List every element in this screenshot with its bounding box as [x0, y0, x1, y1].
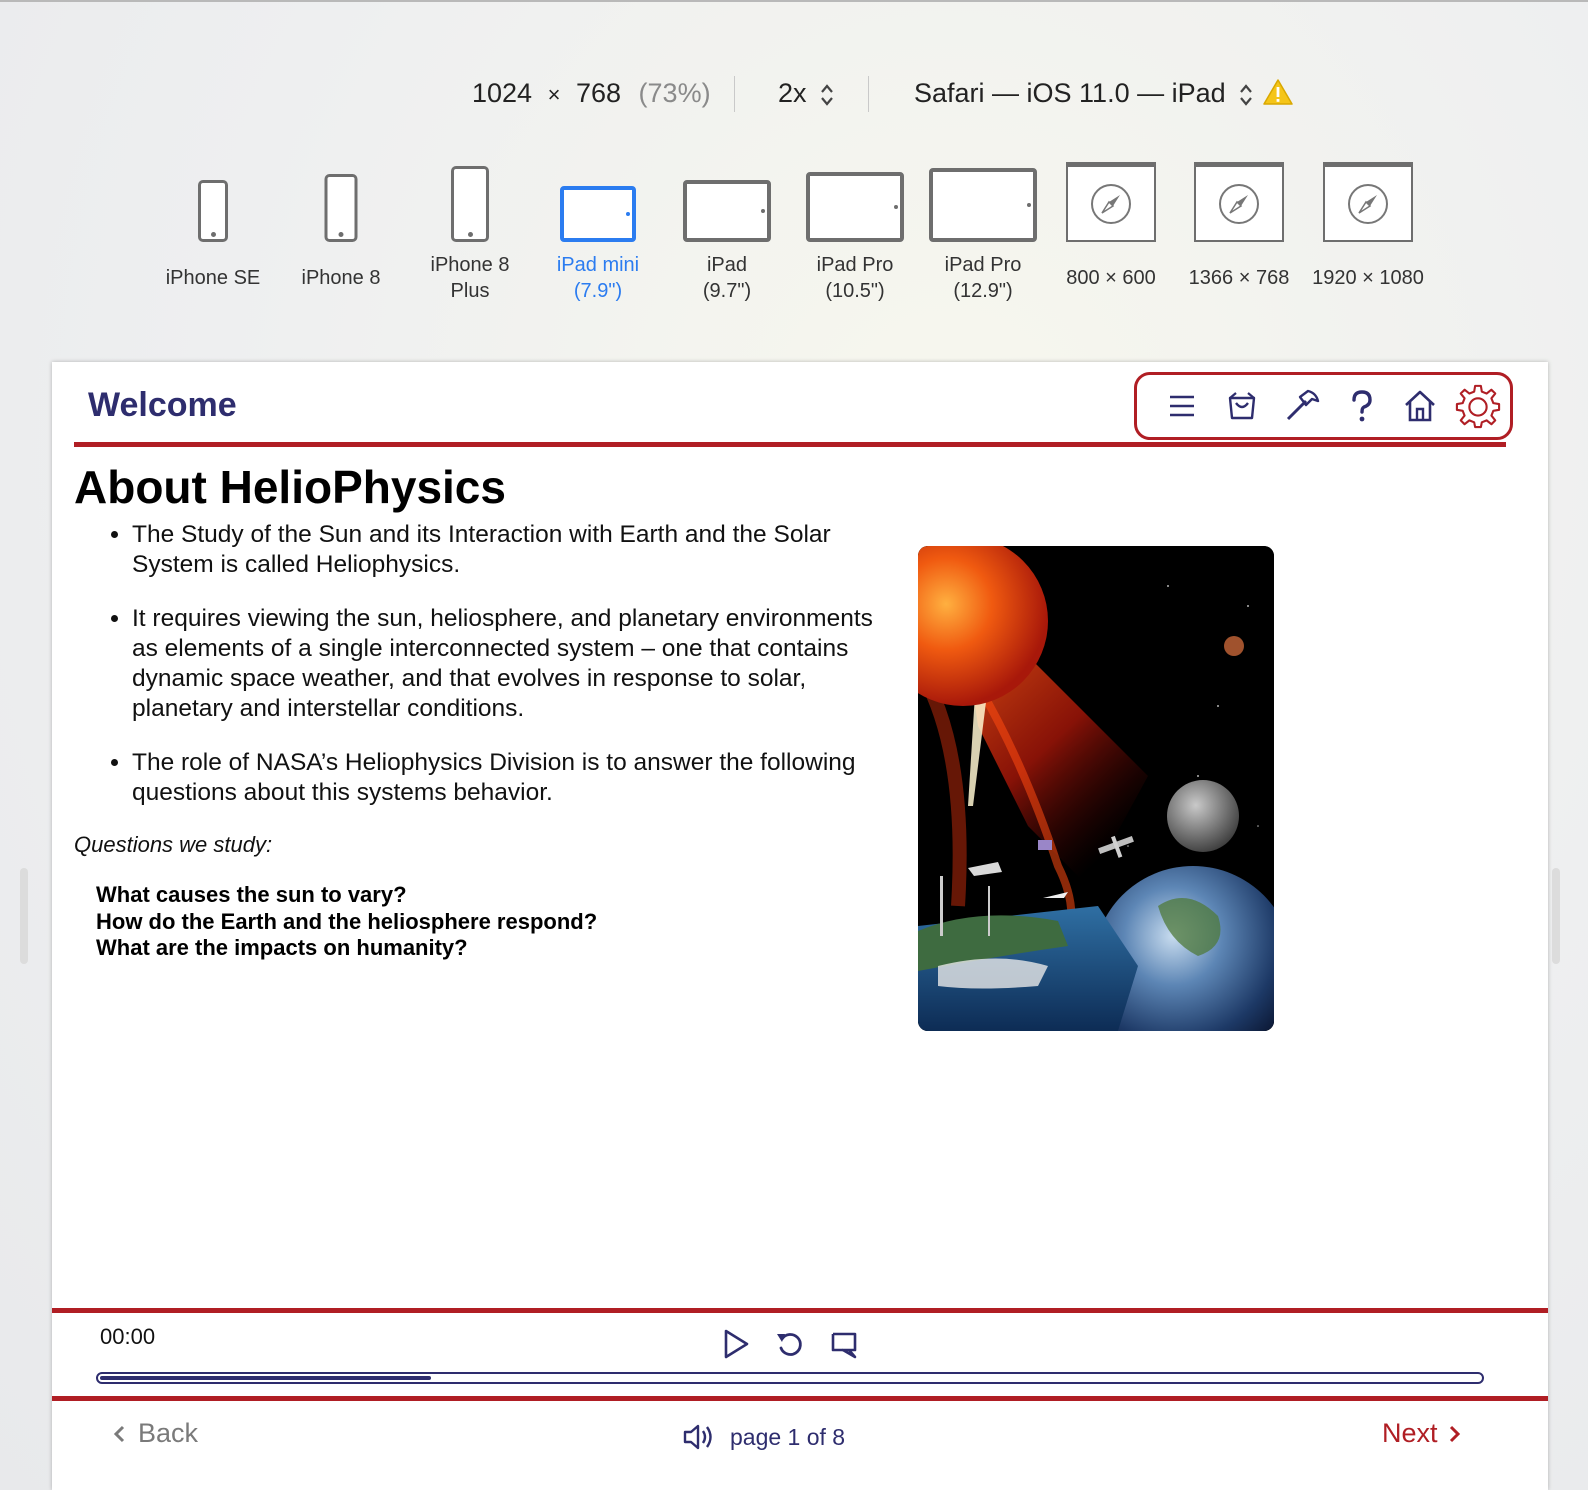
- tablet-icon: [806, 172, 904, 242]
- course-title: Welcome: [88, 386, 237, 424]
- device-label: iPad Pro (10.5"): [816, 254, 894, 302]
- tablet-icon: [560, 186, 636, 242]
- question-item: What causes the sun to vary?: [96, 882, 407, 907]
- audio-bottom-divider: [52, 1396, 1548, 1401]
- audio-top-divider: [52, 1308, 1548, 1313]
- phone-icon: [451, 166, 489, 242]
- device-iphone-se[interactable]: [148, 160, 278, 291]
- basket-icon: [1226, 390, 1258, 422]
- back-button[interactable]: [112, 1418, 198, 1449]
- compass-icon: [1217, 182, 1261, 226]
- course-toolbar: [1134, 372, 1513, 440]
- back-label: Back: [138, 1418, 199, 1448]
- device-iphone-8[interactable]: [276, 160, 406, 291]
- device-iphone-8-plus[interactable]: [405, 160, 535, 304]
- audio-speaker-icon[interactable]: [682, 1422, 716, 1452]
- device-label: iPhone 8: [301, 267, 381, 289]
- compass-icon: [1089, 182, 1133, 226]
- bullet-item: • It requires viewing the sun, heliosphere, and planetary environments as elements of a single interconnected system – one that contains dynamic space weather, and that evolves in response to solar, planetary and interstellar conditions.: [132, 604, 874, 724]
- device-1366x768[interactable]: [1174, 160, 1304, 291]
- phone-icon: [325, 174, 358, 242]
- heliophysics-illustration: [918, 546, 1274, 1031]
- browser-window-icon: [1194, 162, 1284, 242]
- content-bullets: [74, 520, 874, 832]
- browser-window-icon: [1323, 162, 1413, 242]
- audio-time: 00:00: [100, 1324, 156, 1349]
- page-heading: About HelioPhysics: [74, 461, 506, 513]
- pixel-ratio-value: 2x: [778, 78, 807, 108]
- transcript-button[interactable]: [824, 1324, 864, 1364]
- sun-earth-image: [918, 546, 1274, 1031]
- replay-button[interactable]: [770, 1324, 810, 1364]
- home-button[interactable]: [1397, 383, 1443, 429]
- pixel-ratio-select[interactable]: [778, 78, 834, 109]
- next-button[interactable]: [1382, 1418, 1462, 1449]
- tools-button[interactable]: [1279, 383, 1325, 429]
- separator: [868, 76, 869, 112]
- bullet-item: • The Study of the Sun and its Interaction with Earth and the Solar System is called Heliophysics.: [132, 520, 874, 580]
- viewport-size[interactable]: [472, 78, 711, 109]
- responsive-toolbar: [0, 70, 1588, 120]
- question-item: What are the impacts on humanity?: [96, 935, 468, 960]
- compass-icon: [1346, 182, 1390, 226]
- play-button[interactable]: [716, 1324, 756, 1364]
- device-label: 800 × 600: [1066, 267, 1156, 289]
- device-1920x1080[interactable]: [1303, 160, 1433, 291]
- device-label: 1920 × 1080: [1312, 267, 1424, 289]
- speech-bubble-icon: [829, 1329, 859, 1359]
- times-sign: ×: [547, 82, 561, 107]
- updown-chevron-icon: [1239, 82, 1253, 108]
- device-label: iPad (9.7"): [702, 254, 752, 302]
- device-label: iPad mini (7.9"): [556, 254, 640, 302]
- replay-icon: [775, 1329, 805, 1359]
- device-label: iPhone 8 Plus: [430, 254, 510, 302]
- device-ipad-mini[interactable]: [533, 160, 663, 304]
- home-icon: [1403, 389, 1437, 423]
- device-ipad-pro-12[interactable]: [918, 160, 1048, 304]
- device-label: iPhone SE: [165, 267, 261, 289]
- user-agent-select[interactable]: [914, 78, 1253, 109]
- basket-button[interactable]: [1219, 383, 1265, 429]
- audio-progress-fill: [100, 1376, 431, 1380]
- page-indicator: [682, 1422, 845, 1452]
- device-800x600[interactable]: [1046, 160, 1176, 291]
- zoom-percent: (73%): [638, 78, 711, 108]
- page-label: page 1 of 8: [730, 1423, 846, 1450]
- window-top-border: [0, 0, 1588, 2]
- play-icon: [722, 1328, 750, 1360]
- questions-list: [96, 882, 597, 962]
- device-presets: [0, 160, 1588, 310]
- tablet-icon: [683, 180, 771, 242]
- device-ipad-pro-10[interactable]: [790, 160, 920, 304]
- ipad-viewport: [52, 362, 1548, 1490]
- menu-button[interactable]: [1159, 383, 1205, 429]
- viewport-width[interactable]: 1024: [472, 78, 533, 108]
- warning-icon[interactable]: [1262, 78, 1294, 106]
- resize-handle-right[interactable]: [1552, 868, 1560, 964]
- header-divider: [74, 442, 1506, 447]
- audio-progress-bar[interactable]: [96, 1372, 1484, 1384]
- device-ipad[interactable]: [662, 160, 792, 304]
- hammer-icon: [1284, 389, 1320, 423]
- next-label: Next: [1382, 1418, 1438, 1448]
- browser-window-icon: [1066, 162, 1156, 242]
- resize-handle-left[interactable]: [20, 868, 28, 964]
- help-icon: [1348, 389, 1376, 423]
- bullet-item: • The role of NASA’s Heliophysics Division is to answer the following questions about this systems behavior.: [132, 748, 874, 808]
- phone-icon: [198, 180, 228, 242]
- device-label: 1366 × 768: [1188, 267, 1290, 289]
- device-label: iPad Pro (12.9"): [944, 254, 1022, 302]
- user-agent-value: Safari — iOS 11.0 — iPad: [914, 78, 1226, 108]
- questions-label: Questions we study:: [74, 832, 273, 857]
- chevron-right-icon: [1448, 1424, 1462, 1444]
- viewport-height[interactable]: 768: [575, 78, 622, 108]
- question-item: How do the Earth and the heliosphere respond?: [96, 908, 598, 934]
- help-button[interactable]: [1339, 383, 1385, 429]
- separator: [734, 76, 735, 112]
- gear-icon: [1455, 382, 1501, 430]
- chevron-left-icon: [112, 1424, 126, 1444]
- menu-icon: [1167, 392, 1197, 420]
- tablet-icon: [929, 168, 1037, 242]
- updown-chevron-icon: [820, 82, 834, 108]
- settings-button[interactable]: [1455, 383, 1501, 429]
